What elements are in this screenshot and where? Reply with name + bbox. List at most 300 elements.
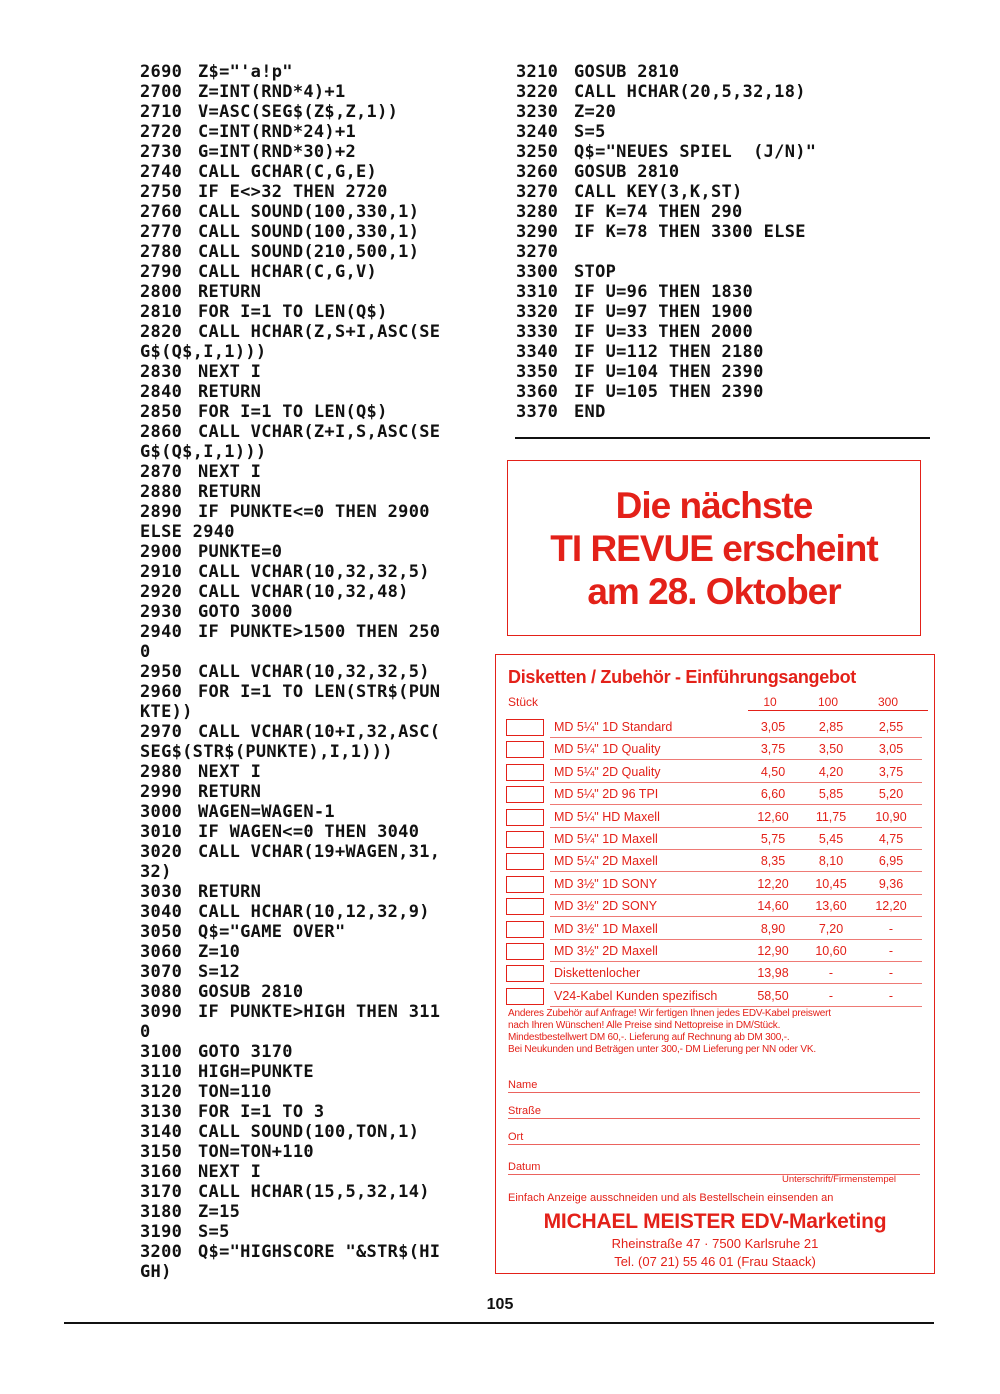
code-line [140,842,440,862]
order-checkbox[interactable] [506,809,544,826]
line-number: 2960 [140,682,183,702]
company-name: MICHAEL MEISTER EDV-Marketing [543,1210,887,1233]
line-number: 3200 [140,1242,183,1262]
line-code: KTE)) [140,702,193,722]
line-number: 3280 [516,202,559,222]
row-rule [550,827,922,828]
date-field-label: Datum [508,1161,541,1173]
code-line [516,182,816,202]
line-number: 2720 [140,122,183,142]
line-code: IF U=97 THEN 1900 [574,302,754,322]
code-line [140,1102,440,1122]
code-line [140,382,440,402]
diskette-order-advert [495,654,935,1274]
line-code: IF PUNKTE>1500 THEN 250 [198,622,441,642]
line-code: GOSUB 2810 [574,162,680,182]
line-code: RETURN [198,782,262,802]
price-100: - [828,988,834,1003]
code-line [140,682,440,702]
row-rule [550,983,922,984]
code-line [140,62,440,82]
line-code: IF U=104 THEN 2390 [574,362,764,382]
line-number: 3170 [140,1182,183,1202]
line-number: 2730 [140,142,183,162]
product-name: Diskettenlocher [554,966,641,981]
code-line [140,1222,440,1242]
price-300: - [888,921,894,936]
line-code: IF PUNKTE<=0 THEN 2900 [198,502,430,522]
product-name: MD 5¼" HD Maxell [554,809,660,824]
basic-listing-right [516,62,816,422]
street-field[interactable] [508,1099,920,1121]
price-10: 8,90 [760,921,786,936]
row-rule [550,849,922,850]
code-line [140,862,440,882]
line-number: 2990 [140,782,183,802]
product-row [506,739,926,761]
price-10: 6,60 [760,787,786,802]
code-line [140,722,440,742]
column-divider-rule [515,437,930,439]
price-10: 12,20 [757,876,789,891]
code-line [140,1002,440,1022]
price-100: 10,60 [815,944,847,958]
product-name: MD 5¼" 2D Quality [554,764,661,779]
code-line [140,362,440,382]
line-number: 3140 [140,1122,183,1142]
line-code: CALL GCHAR(C,G,E) [198,162,378,182]
price-100: 4,20 [818,764,844,779]
line-number: 3180 [140,1202,183,1222]
code-line [140,342,440,362]
line-code: WAGEN=WAGEN-1 [198,802,335,822]
line-code: 0 [140,1022,151,1042]
price-100: 8,10 [818,854,844,869]
price-10: 3,75 [760,742,786,757]
product-row [506,784,926,806]
code-line [516,162,816,182]
code-line [140,662,440,682]
price-300: 3,75 [878,764,904,779]
line-code: CALL VCHAR(10,32,32,5) [198,562,430,582]
order-checkbox[interactable] [506,786,544,803]
line-code: Q$="HIGHSCORE "&STR$(HI [198,1242,441,1262]
line-code: CALL SOUND(100,TON,1) [198,1122,420,1142]
row-rule [550,939,922,940]
note-line: Anderes Zubehör auf Anfrage! Wir fertigen Ihnen jedes EDV-Kabel preiswert [508,1008,831,1019]
line-code: NEXT I [198,1162,262,1182]
line-number: 3100 [140,1042,183,1062]
page-number: 105 [486,1296,514,1313]
code-line [140,282,440,302]
line-code: RETURN [198,482,262,502]
line-code: HIGH=PUNKTE [198,1062,314,1082]
line-number: 2980 [140,762,183,782]
line-code: CALL VCHAR(10+I,32,ASC( [198,722,441,742]
line-code: TON=TON+110 [198,1142,314,1162]
row-rule [550,737,922,738]
product-row [506,919,926,941]
product-row [506,807,926,829]
line-number: 3320 [516,302,559,322]
line-code: ELSE 2940 [140,522,235,542]
line-number: 2910 [140,562,183,582]
code-line [140,802,440,822]
row-rule [550,804,922,805]
basic-listing-left [140,62,440,1282]
footer-rule [64,1322,934,1324]
code-line [140,1202,440,1222]
line-number: 3160 [140,1162,183,1182]
product-row [506,896,926,918]
code-line [140,642,440,662]
price-100: 5,45 [818,832,844,846]
line-number: 3190 [140,1222,183,1242]
order-checkbox[interactable] [506,853,544,870]
line-code: IF WAGEN<=0 THEN 3040 [198,822,420,842]
line-code: TON=110 [198,1082,272,1102]
line-number: 2840 [140,382,183,402]
code-line [140,982,440,1002]
line-code: G$(Q$,I,1))) [140,442,267,462]
price-100: 5,85 [818,787,844,802]
code-line [140,1062,440,1082]
product-row [506,851,926,873]
code-line [140,222,440,242]
product-row [506,874,926,896]
line-number: 3070 [140,962,183,982]
advert-title: Disketten / Zubehör - Einführungsangebot [508,667,857,687]
price-100: 13,60 [815,899,847,914]
code-line [140,442,440,462]
code-line [140,122,440,142]
line-code: 0 [140,642,151,662]
price-100: 11,75 [815,809,847,824]
line-code: CALL HCHAR(Z,S+I,ASC(SE [198,322,441,342]
line-number: 3210 [516,62,559,82]
order-checkbox[interactable] [506,741,544,758]
code-line [140,822,440,842]
code-line [516,362,816,382]
line-code: G=INT(RND*30)+2 [198,142,357,162]
line-number: 2780 [140,242,183,262]
code-line [140,942,440,962]
line-number: 3130 [140,1102,183,1122]
line-code: GOSUB 2810 [574,62,680,82]
line-number: 2830 [140,362,183,382]
line-code: FOR I=1 TO LEN(STR$(PUN [198,682,441,702]
code-line [140,922,440,942]
line-code: IF U=96 THEN 1830 [574,282,754,302]
announcement-line-1: Die nächste [615,485,813,526]
note-line: Bei Neukunden und Beträgen unter 300,- DM Lieferung per NN oder VK. [508,1044,816,1055]
code-line [140,242,440,262]
line-code: V=ASC(SEG$(Z$,Z,1)) [198,102,399,122]
line-number: 3030 [140,882,183,902]
price-300: 6,95 [878,854,904,869]
price-300: - [888,988,894,1003]
advert-notes [508,1008,928,1056]
product-name: MD 3½" 1D Maxell [554,921,658,936]
code-line [140,782,440,802]
order-checkbox[interactable] [506,876,544,893]
code-line [140,522,440,542]
line-code: CALL HCHAR(20,5,32,18) [574,82,806,102]
product-row [506,717,926,739]
code-line [140,1162,440,1182]
product-name: MD 5¼" 1D Quality [554,742,661,757]
city-field[interactable] [508,1125,920,1147]
code-line [140,602,440,622]
line-code: IF PUNKTE>HIGH THEN 311 [198,1002,441,1022]
code-line [140,1142,440,1162]
line-number: 2970 [140,722,183,742]
line-code: FOR I=1 TO 3 [198,1102,325,1122]
product-row [506,762,926,784]
line-code: RETURN [198,382,262,402]
line-code: GOTO 3170 [198,1042,293,1062]
line-number: 3020 [140,842,183,862]
line-number: 2690 [140,62,183,82]
line-code: GOSUB 2810 [198,982,304,1002]
line-number: 3330 [516,322,559,342]
price-300: 10,90 [875,809,907,824]
code-line [516,402,816,422]
order-checkbox[interactable] [506,921,544,938]
line-number: 3050 [140,922,183,942]
code-line [140,482,440,502]
line-number: 3120 [140,1082,183,1102]
code-line [140,742,440,762]
line-number: 2800 [140,282,183,302]
city-field-label: Ort [508,1131,524,1143]
product-name: MD 3½" 1D SONY [554,876,658,891]
line-number: 2950 [140,662,183,682]
quantity-header-300: 300 [877,695,899,709]
order-checkbox[interactable] [506,965,544,982]
line-number: 3090 [140,1002,183,1022]
order-checkbox[interactable] [506,898,544,915]
price-100: - [828,966,834,981]
line-code: NEXT I [198,462,262,482]
code-line [140,1182,440,1202]
order-checkbox[interactable] [506,831,544,848]
code-line [140,542,440,562]
line-number: 3000 [140,802,183,822]
product-row [506,941,926,963]
line-code: Z=20 [574,102,617,122]
line-number: 2790 [140,262,183,282]
price-300: 5,20 [878,787,904,802]
code-line [140,322,440,342]
line-code: SEG$(STR$(PUNKTE),I,1))) [140,742,393,762]
line-code: IF U=105 THEN 2390 [574,382,764,402]
line-number: 2710 [140,102,183,122]
code-line [140,882,440,902]
name-field-label: Name [508,1079,538,1091]
code-line [516,82,816,102]
cut-out-instruction: Einfach Anzeige ausschneiden und als Bestellschein einsenden an [508,1192,834,1204]
order-checkbox[interactable] [506,764,544,781]
line-code: S=12 [198,962,241,982]
product-name: MD 5¼" 1D Standard [554,720,673,734]
line-number: 3250 [516,142,559,162]
order-checkbox[interactable] [506,943,544,960]
row-rule [550,916,922,917]
line-code: NEXT I [198,762,262,782]
line-number: 3290 [516,222,559,242]
price-10: 12,90 [757,944,789,958]
line-number: 2820 [140,322,183,342]
code-line [516,102,816,122]
line-number: 3040 [140,902,183,922]
price-100: 10,45 [815,876,847,891]
line-number: 3310 [516,282,559,302]
line-code: CALL SOUND(100,330,1) [198,222,420,242]
line-code: G$(Q$,I,1))) [140,342,267,362]
price-10: 58,50 [757,988,789,1003]
line-number: 3270 [516,182,559,202]
line-code: CALL HCHAR(15,5,32,14) [198,1182,430,1202]
line-code: CALL KEY(3,K,ST) [574,182,743,202]
price-10: 3,05 [760,720,786,734]
line-code: GOTO 3000 [198,602,293,622]
code-line [140,422,440,442]
line-code: CALL VCHAR(Z+I,S,ASC(SE [198,422,441,442]
quantity-header-100: 100 [817,695,839,709]
code-line [140,142,440,162]
line-number: 2750 [140,182,183,202]
code-line [140,1262,440,1282]
product-row [506,829,926,851]
line-code: S=5 [574,122,606,142]
code-line [516,62,816,82]
row-rule [550,961,922,962]
line-number: 3350 [516,362,559,382]
line-number: 2880 [140,482,183,502]
line-code: Q$="GAME OVER" [198,922,346,942]
note-line: Mindestbestellwert DM 60,-. Lieferung auf Rechnung ab DM 300,-. [508,1032,790,1043]
price-100: 7,20 [818,921,844,936]
code-line [140,562,440,582]
line-number: 3240 [516,122,559,142]
line-code: CALL HCHAR(C,G,V) [198,262,378,282]
product-name: MD 5¼" 2D 96 TPI [554,787,659,802]
row-rule [550,871,922,872]
code-line [140,1042,440,1062]
code-line [516,242,816,262]
line-number: 2700 [140,82,183,102]
line-code: GH) [140,1262,172,1282]
line-number: 2890 [140,502,183,522]
code-line [140,182,440,202]
price-10: 8,35 [760,854,786,869]
line-number: 3370 [516,402,559,422]
code-line [140,622,440,642]
price-10: 13,98 [757,966,789,981]
code-line [140,402,440,422]
product-row [506,986,926,1008]
product-name: MD 5¼" 2D Maxell [554,854,658,869]
code-line [516,342,816,362]
line-number: 3230 [516,102,559,122]
line-code: Z=15 [198,1202,241,1222]
line-code: CALL SOUND(210,500,1) [198,242,420,262]
address-phone: Tel. (07 21) 55 46 01 (Frau Staack) [614,1254,816,1269]
line-number: 3260 [516,162,559,182]
line-code: C=INT(RND*24)+1 [198,122,357,142]
price-300: - [888,966,894,981]
code-line [140,102,440,122]
street-field-label: Straße [508,1105,542,1117]
line-number: 2770 [140,222,183,242]
code-line [516,142,816,162]
note-line: nach Ihren Wünschen! Alle Preise sind Nettopreise in DM/Stück. [508,1020,781,1031]
line-code: Q$="NEUES SPIEL (J/N)" [574,142,817,162]
line-code: FOR I=1 TO LEN(Q$) [198,402,388,422]
price-10: 4,50 [760,764,786,779]
line-number: 3150 [140,1142,183,1162]
line-code: IF K=78 THEN 3300 ELSE [574,222,806,242]
row-rule [550,759,922,760]
line-code: END [574,402,606,422]
line-number: 3340 [516,342,559,362]
code-line [140,462,440,482]
product-row [506,963,926,985]
name-field[interactable] [508,1073,920,1095]
line-code: Z=INT(RND*4)+1 [198,82,346,102]
address-street: Rheinstraße 47 · 7500 Karlsruhe 21 [611,1236,819,1251]
code-line [140,262,440,282]
line-code: 32) [140,862,172,882]
price-10: 5,75 [760,832,786,846]
line-code: IF K=74 THEN 290 [574,202,743,222]
line-number: 2810 [140,302,183,322]
price-100: 2,85 [818,720,844,734]
code-line [516,382,816,402]
price-300: - [888,944,894,958]
line-number: 3080 [140,982,183,1002]
code-line [140,1022,440,1042]
order-checkbox[interactable] [506,988,544,1005]
line-code: RETURN [198,282,262,302]
code-line [140,1122,440,1142]
code-line [140,582,440,602]
code-line [140,702,440,722]
order-checkbox[interactable] [506,719,544,736]
line-code: IF U=33 THEN 2000 [574,322,754,342]
line-number: 2760 [140,202,183,222]
code-line [516,222,816,242]
product-name: V24-Kabel Kunden spezifisch [554,988,718,1003]
line-code: IF U=112 THEN 2180 [574,342,764,362]
price-100: 3,50 [818,742,844,757]
code-line [516,262,816,282]
line-number: 2920 [140,582,183,602]
line-number: 3060 [140,942,183,962]
price-10: 12,60 [757,809,789,824]
line-code: IF E<>32 THEN 2720 [198,182,388,202]
announcement-line-3: am 28. Oktober [587,571,841,612]
price-300: 9,36 [878,876,904,891]
line-number: 3300 [516,262,559,282]
price-300: 3,05 [878,742,904,757]
price-300: 12,20 [875,899,907,914]
row-rule [550,782,922,783]
line-number: 3360 [516,382,559,402]
product-name: MD 3½" 2D SONY [554,899,658,914]
price-300: 2,55 [878,720,904,734]
